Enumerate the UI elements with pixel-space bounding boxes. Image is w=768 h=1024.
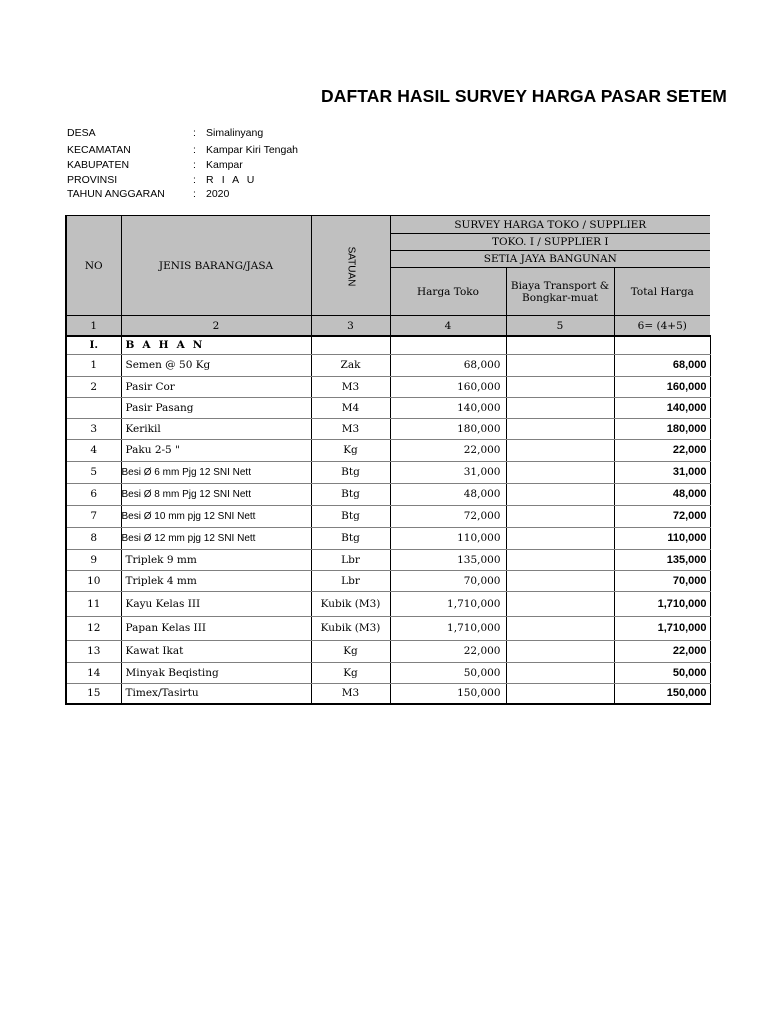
row-harga-toko: 22,000 xyxy=(390,640,506,662)
row-no: 13 xyxy=(66,640,121,662)
row-harga-toko: 150,000 xyxy=(390,683,506,704)
table-row xyxy=(66,418,710,439)
row-item-name: Besi Ø 12 mm pjg 12 SNI Nett xyxy=(121,527,311,549)
row-item-name: Minyak Beqisting xyxy=(121,662,311,683)
table-row xyxy=(66,616,710,640)
row-item-name: Besi Ø 8 mm Pjg 12 SNI Nett xyxy=(121,483,311,505)
section-cell xyxy=(311,336,390,354)
info-row-kecamatan xyxy=(67,143,367,158)
row-no: 6 xyxy=(66,483,121,505)
section-cell xyxy=(506,336,614,354)
row-biaya-transport xyxy=(506,505,614,527)
row-total-harga: 48,000 xyxy=(614,483,710,505)
section-no: I. xyxy=(66,336,121,354)
row-biaya-transport xyxy=(506,418,614,439)
row-item-name: Timex/Tasirtu xyxy=(121,683,311,704)
section-cell xyxy=(614,336,710,354)
row-unit: Lbr xyxy=(311,570,390,591)
row-biaya-transport xyxy=(506,376,614,397)
info-label: DESA xyxy=(67,127,96,139)
row-item-name: Besi Ø 10 mm pjg 12 SNI Nett xyxy=(121,505,311,527)
header-store-name: SETIA JAYA BANGUNAN xyxy=(390,251,710,268)
col-number: 3 xyxy=(311,316,390,337)
info-row-provinsi xyxy=(67,173,367,188)
row-biaya-transport xyxy=(506,483,614,505)
row-no: 4 xyxy=(66,439,121,461)
info-colon: : xyxy=(193,144,196,156)
table-row xyxy=(66,483,710,505)
section-cell xyxy=(390,336,506,354)
row-unit: Btg xyxy=(311,527,390,549)
info-row-tahun-anggaran xyxy=(67,187,367,202)
row-no xyxy=(66,397,121,418)
row-biaya-transport xyxy=(506,397,614,418)
row-no: 8 xyxy=(66,527,121,549)
col-number: 5 xyxy=(506,316,614,337)
header-satuan xyxy=(311,216,390,316)
row-total-harga: 31,000 xyxy=(614,461,710,483)
row-unit: Lbr xyxy=(311,549,390,570)
col-number: 4 xyxy=(390,316,506,337)
row-unit: Btg xyxy=(311,505,390,527)
info-row-kabupaten xyxy=(67,158,367,173)
row-biaya-transport xyxy=(506,527,614,549)
row-harga-toko: 31,000 xyxy=(390,461,506,483)
row-biaya-transport xyxy=(506,662,614,683)
info-value: 2020 xyxy=(206,188,230,201)
row-no: 10 xyxy=(66,570,121,591)
row-total-harga: 70,000 xyxy=(614,570,710,591)
section-row xyxy=(66,336,710,354)
row-total-harga: 180,000 xyxy=(614,418,710,439)
row-biaya-transport xyxy=(506,683,614,704)
header-total-harga: Total Harga xyxy=(614,268,710,316)
info-value: R I A U xyxy=(206,173,257,186)
row-biaya-transport xyxy=(506,354,614,376)
row-item-name: Kerikil xyxy=(121,418,311,439)
row-unit: Zak xyxy=(311,354,390,376)
header-toko: TOKO. I / SUPPLIER I xyxy=(390,234,710,251)
row-harga-toko: 72,000 xyxy=(390,505,506,527)
row-harga-toko: 140,000 xyxy=(390,397,506,418)
row-unit: Kg xyxy=(311,640,390,662)
table-row xyxy=(66,683,710,704)
table-row xyxy=(66,376,710,397)
row-harga-toko: 110,000 xyxy=(390,527,506,549)
row-unit: M3 xyxy=(311,376,390,397)
table-row xyxy=(66,505,710,527)
info-colon: : xyxy=(193,188,196,201)
header-jenis-barang: JENIS BARANG/JASA xyxy=(121,216,311,316)
table-row xyxy=(66,439,710,461)
row-no: 1 xyxy=(66,354,121,376)
row-item-name: Papan Kelas III xyxy=(121,616,311,640)
info-block xyxy=(67,126,367,202)
row-no: 2 xyxy=(66,376,121,397)
info-label: KECAMATAN xyxy=(67,144,131,156)
row-biaya-transport xyxy=(506,439,614,461)
table-row xyxy=(66,640,710,662)
row-harga-toko: 180,000 xyxy=(390,418,506,439)
row-biaya-transport xyxy=(506,461,614,483)
row-unit: Kubik (M3) xyxy=(311,616,390,640)
row-item-name: Kawat Ikat xyxy=(121,640,311,662)
row-unit: Kubik (M3) xyxy=(311,591,390,616)
row-unit: Kg xyxy=(311,439,390,461)
row-biaya-transport xyxy=(506,549,614,570)
info-label: TAHUN ANGGARAN xyxy=(67,188,165,201)
row-harga-toko: 68,000 xyxy=(390,354,506,376)
row-harga-toko: 50,000 xyxy=(390,662,506,683)
row-total-harga: 150,000 xyxy=(614,683,710,704)
row-harga-toko: 135,000 xyxy=(390,549,506,570)
header-biaya-line2: Bongkar-muat xyxy=(522,291,598,304)
row-harga-toko: 1,710,000 xyxy=(390,591,506,616)
info-colon: : xyxy=(193,127,196,139)
row-no: 14 xyxy=(66,662,121,683)
row-no: 11 xyxy=(66,591,121,616)
row-total-harga: 1,710,000 xyxy=(614,616,710,640)
info-colon: : xyxy=(193,158,196,171)
row-total-harga: 135,000 xyxy=(614,549,710,570)
row-item-name: Paku 2-5 " xyxy=(121,439,311,461)
info-label: PROVINSI xyxy=(67,173,118,186)
row-biaya-transport xyxy=(506,640,614,662)
table-row xyxy=(66,549,710,570)
row-total-harga: 68,000 xyxy=(614,354,710,376)
table-row xyxy=(66,570,710,591)
row-no: 9 xyxy=(66,549,121,570)
row-no: 12 xyxy=(66,616,121,640)
survey-table xyxy=(65,215,711,705)
row-item-name: Pasir Pasang xyxy=(121,397,311,418)
col-number: 6= (4+5) xyxy=(614,316,710,337)
row-item-name: Pasir Cor xyxy=(121,376,311,397)
row-harga-toko: 48,000 xyxy=(390,483,506,505)
row-total-harga: 140,000 xyxy=(614,397,710,418)
row-biaya-transport xyxy=(506,570,614,591)
row-harga-toko: 1,710,000 xyxy=(390,616,506,640)
row-total-harga: 160,000 xyxy=(614,376,710,397)
row-total-harga: 110,000 xyxy=(614,527,710,549)
row-harga-toko: 22,000 xyxy=(390,439,506,461)
row-total-harga: 22,000 xyxy=(614,439,710,461)
col-number: 1 xyxy=(66,316,121,337)
info-value: Kampar xyxy=(206,158,243,171)
row-no: 5 xyxy=(66,461,121,483)
row-total-harga: 1,710,000 xyxy=(614,591,710,616)
row-item-name: Semen @ 50 Kg xyxy=(121,354,311,376)
header-biaya-transport xyxy=(506,268,614,316)
table-row xyxy=(66,662,710,683)
table-row xyxy=(66,354,710,376)
row-no: 15 xyxy=(66,683,121,704)
info-row-desa xyxy=(67,126,367,143)
row-item-name: Triplek 4 mm xyxy=(121,570,311,591)
header-biaya-line1: Biaya Transport & xyxy=(510,279,610,292)
row-unit: M4 xyxy=(311,397,390,418)
row-unit: M3 xyxy=(311,418,390,439)
row-no: 7 xyxy=(66,505,121,527)
row-item-name: Triplek 9 mm xyxy=(121,549,311,570)
row-unit: Kg xyxy=(311,662,390,683)
row-total-harga: 50,000 xyxy=(614,662,710,683)
table-row xyxy=(66,591,710,616)
info-label: KABUPATEN xyxy=(67,158,130,171)
row-biaya-transport xyxy=(506,591,614,616)
header-satuan-label: SATUAN xyxy=(344,246,356,286)
row-total-harga: 72,000 xyxy=(614,505,710,527)
row-no: 3 xyxy=(66,418,121,439)
row-item-name: Besi Ø 6 mm Pjg 12 SNI Nett xyxy=(121,461,311,483)
col-number: 2 xyxy=(121,316,311,337)
row-item-name: Kayu Kelas III xyxy=(121,591,311,616)
info-value: Kampar Kiri Tengah xyxy=(206,144,299,156)
info-colon: : xyxy=(193,173,196,186)
row-unit: Btg xyxy=(311,483,390,505)
header-survey: SURVEY HARGA TOKO / SUPPLIER xyxy=(390,216,710,234)
table-row xyxy=(66,527,710,549)
row-harga-toko: 70,000 xyxy=(390,570,506,591)
header-no: NO xyxy=(66,216,121,316)
table-row xyxy=(66,397,710,418)
row-harga-toko: 160,000 xyxy=(390,376,506,397)
header-harga-toko: Harga Toko xyxy=(390,268,506,316)
row-unit: Btg xyxy=(311,461,390,483)
info-value: Simalinyang xyxy=(206,127,264,139)
page-title: DAFTAR HASIL SURVEY HARGA PASAR SETEM xyxy=(321,86,727,106)
table-row xyxy=(66,461,710,483)
row-total-harga: 22,000 xyxy=(614,640,710,662)
row-unit: M3 xyxy=(311,683,390,704)
section-name: B A H A N xyxy=(121,336,311,354)
row-biaya-transport xyxy=(506,616,614,640)
